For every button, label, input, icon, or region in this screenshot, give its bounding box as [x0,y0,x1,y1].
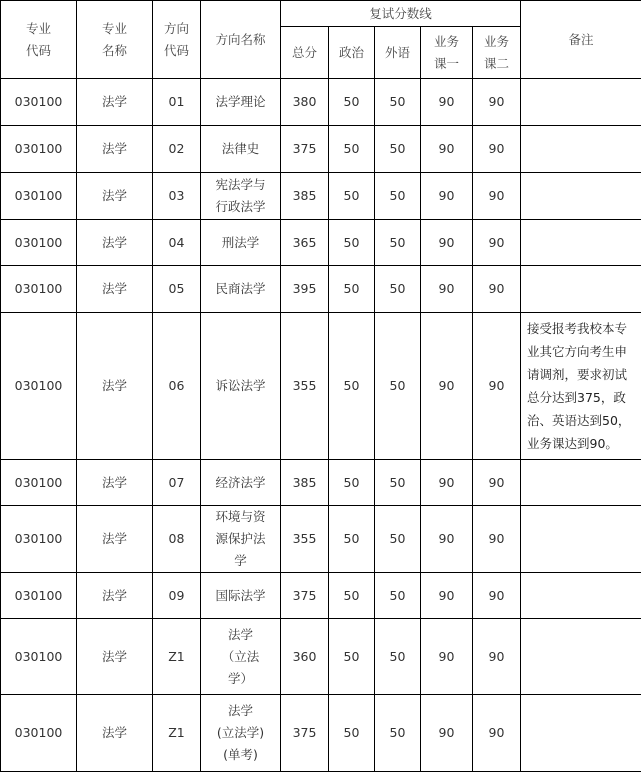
cell-course-two: 90 [473,506,521,573]
cell-direction-name: 民商法学 [201,266,281,313]
cell-total: 385 [281,460,329,506]
cell-major-name: 法学 [77,695,153,772]
cell-foreign-language: 50 [375,266,421,313]
cell-direction-code: 08 [153,506,201,573]
cell-major-code: 030100 [1,220,77,266]
cell-course-one: 90 [421,313,473,460]
cell-total: 375 [281,695,329,772]
cell-total: 375 [281,126,329,173]
cell-foreign-language: 50 [375,695,421,772]
cell-total: 385 [281,173,329,220]
cell-major-code: 030100 [1,79,77,126]
cell-remarks [521,460,641,506]
cell-major-code: 030100 [1,266,77,313]
cell-remarks [521,695,641,772]
cell-direction-code: 02 [153,126,201,173]
header-major-name: 专业 名称 [77,1,153,79]
cell-remarks [521,79,641,126]
cell-course-one: 90 [421,173,473,220]
cell-course-two: 90 [473,173,521,220]
cell-total: 355 [281,506,329,573]
cell-foreign-language: 50 [375,460,421,506]
cell-remarks [521,173,641,220]
cell-course-one: 90 [421,126,473,173]
cell-total: 360 [281,619,329,695]
cell-total: 395 [281,266,329,313]
header-foreign-language: 外语 [375,27,421,79]
cell-major-code: 030100 [1,173,77,220]
cell-major-name: 法学 [77,506,153,573]
cell-politics: 50 [329,695,375,772]
cell-politics: 50 [329,313,375,460]
cell-foreign-language: 50 [375,220,421,266]
header-major-code: 专业 代码 [1,1,77,79]
cell-direction-code: 09 [153,573,201,619]
cell-direction-name: 诉讼法学 [201,313,281,460]
cell-total: 355 [281,313,329,460]
cell-foreign-language: 50 [375,126,421,173]
cell-direction-code: 01 [153,79,201,126]
cell-direction-code: Z1 [153,619,201,695]
cell-direction-code: 07 [153,460,201,506]
cell-politics: 50 [329,506,375,573]
table-row [1,619,641,695]
cell-remarks [521,126,641,173]
cell-direction-name: 宪法学与 行政法学 [201,173,281,220]
cell-direction-name: 环境与资 源保护法 学 [201,506,281,573]
cell-remarks [521,220,641,266]
cell-major-code: 030100 [1,695,77,772]
cell-politics: 50 [329,79,375,126]
cell-major-code: 030100 [1,460,77,506]
cell-course-one: 90 [421,220,473,266]
cell-remarks [521,573,641,619]
cell-major-name: 法学 [77,126,153,173]
cell-major-code: 030100 [1,506,77,573]
cell-major-code: 030100 [1,126,77,173]
cell-course-one: 90 [421,695,473,772]
cell-total: 380 [281,79,329,126]
cell-course-one: 90 [421,79,473,126]
table-row [1,79,641,126]
cell-politics: 50 [329,173,375,220]
header-direction-code: 方向 代码 [153,1,201,79]
cell-course-one: 90 [421,506,473,573]
header-remarks: 备注 [521,1,641,79]
cell-major-name: 法学 [77,266,153,313]
cell-politics: 50 [329,573,375,619]
table-row [1,460,641,506]
cell-direction-code: 04 [153,220,201,266]
cell-remarks [521,619,641,695]
cell-course-two: 90 [473,573,521,619]
table-row [1,506,641,573]
cell-foreign-language: 50 [375,313,421,460]
cell-major-name: 法学 [77,79,153,126]
cell-foreign-language: 50 [375,573,421,619]
cell-course-one: 90 [421,573,473,619]
header-direction-name: 方向名称 [201,1,281,79]
table-row [1,266,641,313]
cell-direction-code: Z1 [153,695,201,772]
table-row [1,126,641,173]
cell-politics: 50 [329,460,375,506]
cell-direction-name: 法学 （立法 学） [201,619,281,695]
cell-major-name: 法学 [77,313,153,460]
cell-remarks: 接受报考我校本专业其它方向考生申请调剂，要求初试总分达到375，政治、英语达到50，业务课达到90。 [521,313,641,460]
cell-total: 365 [281,220,329,266]
cell-course-two: 90 [473,313,521,460]
cell-major-name: 法学 [77,619,153,695]
cell-major-code: 030100 [1,313,77,460]
cell-foreign-language: 50 [375,79,421,126]
table-row [1,695,641,772]
table-row [1,220,641,266]
cell-major-name: 法学 [77,173,153,220]
header-politics: 政治 [329,27,375,79]
cell-course-two: 90 [473,460,521,506]
cell-remarks [521,506,641,573]
cell-course-two: 90 [473,220,521,266]
cell-course-two: 90 [473,79,521,126]
cell-course-two: 90 [473,695,521,772]
cell-politics: 50 [329,619,375,695]
cell-course-two: 90 [473,126,521,173]
cell-remarks [521,266,641,313]
table-row [1,173,641,220]
header-total: 总分 [281,27,329,79]
cell-politics: 50 [329,126,375,173]
cell-direction-code: 03 [153,173,201,220]
table-row [1,313,641,460]
cell-course-one: 90 [421,460,473,506]
cell-direction-name: 法律史 [201,126,281,173]
cell-course-one: 90 [421,619,473,695]
cell-direction-name: 国际法学 [201,573,281,619]
cell-course-two: 90 [473,619,521,695]
table-body [1,79,641,772]
header-course-one: 业务 课一 [421,27,473,79]
cell-foreign-language: 50 [375,506,421,573]
cell-major-code: 030100 [1,573,77,619]
cell-major-name: 法学 [77,573,153,619]
cell-course-one: 90 [421,266,473,313]
cell-major-name: 法学 [77,460,153,506]
header-course-two: 业务 课二 [473,27,521,79]
cell-direction-name: 刑法学 [201,220,281,266]
cell-direction-name: 法学 (立法学) (单考) [201,695,281,772]
cell-foreign-language: 50 [375,173,421,220]
cell-course-two: 90 [473,266,521,313]
cell-direction-name: 法学理论 [201,79,281,126]
cell-politics: 50 [329,220,375,266]
cell-total: 375 [281,573,329,619]
header-retest-scores: 复试分数线 [281,1,521,27]
cell-direction-code: 05 [153,266,201,313]
cell-direction-code: 06 [153,313,201,460]
table-row [1,573,641,619]
cell-foreign-language: 50 [375,619,421,695]
cell-direction-name: 经济法学 [201,460,281,506]
cell-major-name: 法学 [77,220,153,266]
cell-major-code: 030100 [1,619,77,695]
cell-politics: 50 [329,266,375,313]
